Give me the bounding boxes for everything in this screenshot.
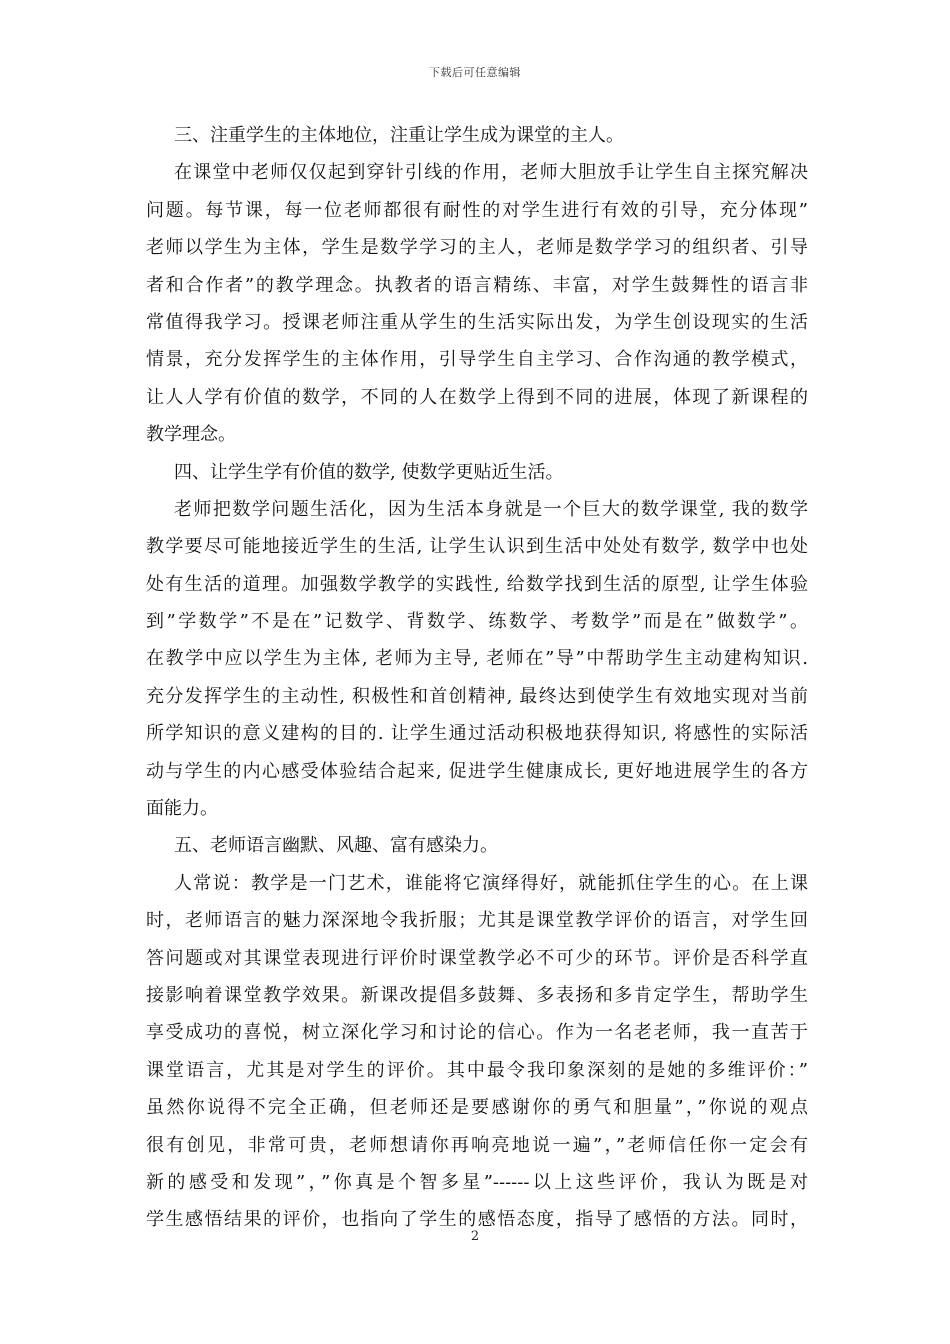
paragraph-line: 时，老师语言的魅力深深地令我折服；尤其是课堂教学评价的语言，对学生回 — [146, 910, 808, 932]
paragraph-line: 让人人学有价值的数学，不同的人在数学上得到不同的进展，体现了新课程的 — [146, 386, 808, 408]
page-header: 下载后可任意编辑 — [429, 66, 521, 79]
paragraph-line: 答问题或对其课堂表现进行评价时课堂教学必不可少的环节。评价是否科学直 — [146, 947, 808, 969]
paragraph-line: 接影响着课堂教学效果。新课改提倡多鼓舞、多表扬和多肯定学生，帮助学生 — [146, 984, 808, 1006]
paragraph-line: 学生感悟结果的评价，也指向了学生的感悟态度，指导了感悟的方法。同时， — [146, 1209, 808, 1231]
paragraph-line: 教学要尽可能地接近学生的生活, 让学生认识到生活中处处有数学, 数学中也处 — [146, 536, 808, 558]
paragraph-line: 常值得我学习。授课老师注重从学生的生活实际出发，为学生创设现实的生活 — [146, 311, 808, 333]
paragraph-line: 老师把数学问题生活化，因为生活本身就是一个巨大的数学课堂, 我的数学 — [174, 498, 808, 520]
paragraph-line: 面能力。 — [146, 798, 218, 820]
paragraph-line: 在教学中应以学生为主体, 老师为主导, 老师在”导”中帮助学生主动建构知识. — [146, 648, 808, 670]
paragraph-line: 课堂语言，尤其是对学生的评价。其中最令我印象深刻的是她的多维评价：” — [146, 1059, 808, 1081]
paragraph-line: 处有生活的道理。加强数学教学的实践性, 给数学找到生活的原型, 让学生体验 — [146, 573, 808, 595]
paragraph-line: 虽然你说得不完全正确，但老师还是要感谢你的勇气和胆量”，”你说的观点 — [146, 1097, 808, 1119]
page-number: 2 — [470, 1229, 480, 1244]
paragraph-line: 新的感受和发现”，”你真是个智多星”------以上这些评价，我认为既是对 — [146, 1171, 808, 1193]
paragraph-line: 老师以学生为主体，学生是数学学习的主人，老师是数学学习的组织者、引导 — [146, 237, 808, 259]
paragraph-line: 情景，充分发挥学生的主体作用，引导学生自主学习、合作沟通的教学模式， — [146, 349, 808, 371]
paragraph-line: 动与学生的内心感受体验结合起来, 促进学生健康成长, 更好地进展学生的各方 — [146, 760, 808, 782]
document-body — [146, 117, 808, 1239]
paragraph-line: 人常说：教学是一门艺术，谁能将它演绎得好，就能抓住学生的心。在上课 — [174, 872, 808, 894]
paragraph-line: 到”学数学”不是在”记数学、背数学、练数学、考数学”而是在”做数学”。 — [146, 611, 808, 633]
paragraph-line: 充分发挥学生的主动性, 积极性和首创精神, 最终达到使学生有效地实现对当前 — [146, 685, 808, 707]
paragraph-line: 很有创见，非常可贵，老师想请你再响亮地说一遍”，”老师信任你一定会有 — [146, 1134, 808, 1156]
paragraph-line: 在课堂中老师仅仅起到穿针引线的作用，老师大胆放手让学生自主探究解决 — [174, 162, 808, 184]
paragraph-line: 问题。每节课，每一位老师都很有耐性的对学生进行有效的引导，充分体现” — [146, 199, 808, 221]
section-heading-5: 五、老师语言幽默、风趣、富有感染力。 — [174, 835, 498, 857]
paragraph-line: 者和合作者”的教学理念。执教者的语言精练、丰富，对学生鼓舞性的语言非 — [146, 274, 808, 296]
paragraph-line: 所学知识的意义建构的目的. 让学生通过活动积极地获得知识, 将感性的实际活 — [146, 723, 808, 745]
section-heading-3: 三、注重学生的主体地位，注重让学生成为课堂的主人。 — [174, 125, 624, 146]
paragraph-line: 享受成功的喜悦，树立深化学习和讨论的信心。作为一名老老师，我一直苦于 — [146, 1022, 808, 1044]
paragraph-line: 教学理念。 — [146, 424, 236, 446]
section-heading-4: 四、让学生学有价值的数学, 使数学更贴近生活。 — [174, 461, 564, 483]
